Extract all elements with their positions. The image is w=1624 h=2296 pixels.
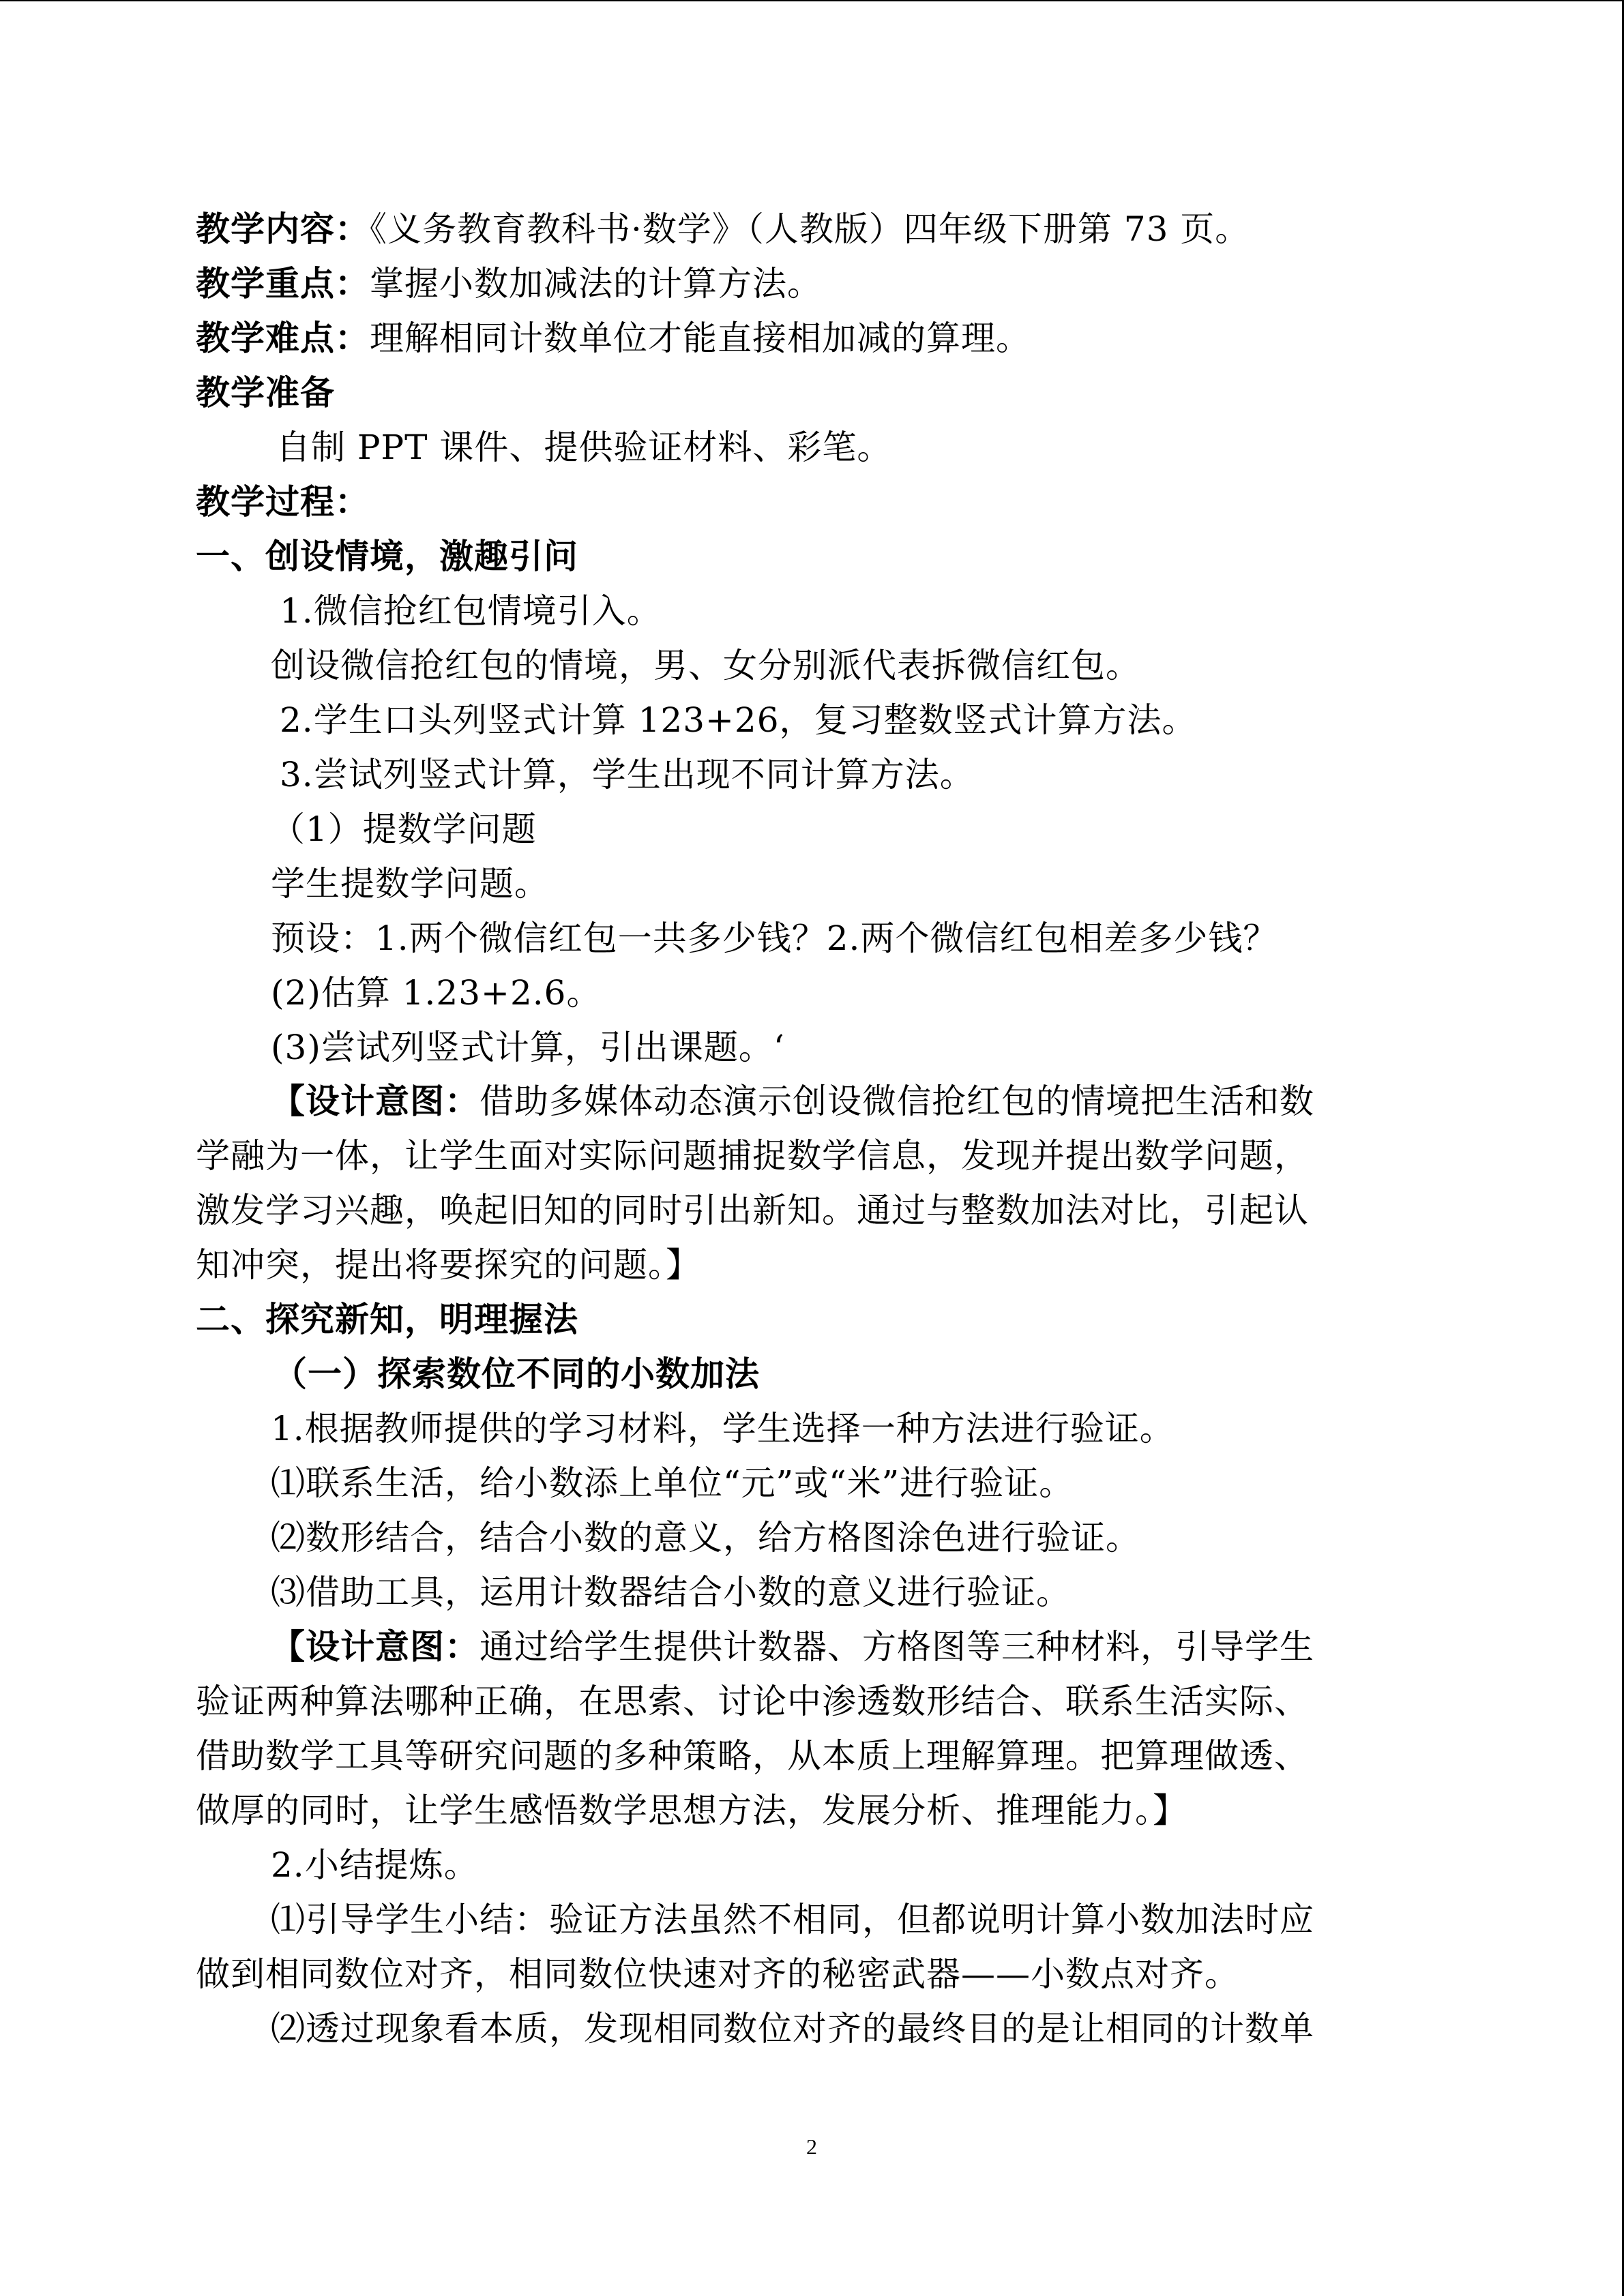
paragraph: 2.小结提炼。 — [271, 1845, 479, 1885]
paragraph: 验证两种算法哪种正确，在思索、讨论中渗透数形结合、联系生活实际、 — [196, 1682, 1309, 1721]
paragraph: ⑵透过现象看本质，发现相同数位对齐的最终目的是让相同的计数单 — [271, 2009, 1314, 2048]
heading-teaching-preparation: 教学准备 — [196, 372, 335, 413]
paragraph: ⑴引导学生小结：验证方法虽然不相同，但都说明计算小数加法时应 — [271, 1900, 1314, 1939]
label-teaching-difficulty: 教学难点： — [196, 318, 370, 358]
paragraph: (3)尝试列竖式计算，引出课题。‘ — [271, 1028, 785, 1067]
subsection-heading: （一）探索数位不同的小数加法 — [273, 1354, 760, 1394]
paragraph: ⑴联系生活，给小数添上单位“元”或“米”进行验证。 — [271, 1463, 1074, 1503]
paragraph: 3.尝试列竖式计算，学生出现不同计算方法。 — [280, 755, 975, 794]
paragraph: 预设：1.两个微信红包一共多少钱？2.两个微信红包相差多少钱？ — [271, 919, 1278, 958]
design-intent-text: 通过给学生提供计数器、方格图等三种材料，引导学生 — [479, 1627, 1314, 1667]
paragraph: 学生提数学问题。 — [271, 864, 549, 904]
paragraph: 1.微信抢红包情境引入。 — [280, 591, 662, 631]
section-heading-2: 二、探究新知，明理握法 — [196, 1299, 578, 1339]
paragraph: ⑶借助工具，运用计数器结合小数的意义进行验证。 — [271, 1572, 1071, 1612]
text-teaching-difficulty: 理解相同计数单位才能直接相加减的算理。 — [370, 318, 1031, 358]
paragraph: (2)估算 1.23+2.6。 — [271, 973, 602, 1013]
paragraph: 激发学习兴趣，唤起旧知的同时引出新知。通过与整数加法对比，引起认 — [196, 1191, 1309, 1230]
text-teaching-content: 《义务教育教科书·数学》（人教版）四年级下册第 73 页。 — [370, 209, 1250, 249]
paragraph: 知冲突，提出将要探究的问题。】 — [196, 1245, 700, 1285]
design-intent-2 — [271, 1626, 1314, 1667]
paragraph: 1.根据教师提供的学习材料，学生选择一种方法进行验证。 — [271, 1409, 1175, 1448]
section-heading-1: 一、创设情境，激趣引问 — [196, 536, 578, 576]
design-intent-1 — [271, 1081, 1314, 1122]
top-border — [0, 0, 1623, 1]
page-number: 2 — [806, 2134, 817, 2159]
line-teaching-difficulty — [196, 318, 1031, 359]
design-intent-text: 借助多媒体动态演示创设微信抢红包的情境把生活和数 — [479, 1082, 1314, 1121]
paragraph: 借助数学工具等研究问题的多种策略，从本质上理解算理。把算理做透、 — [196, 1736, 1309, 1776]
text-preparation-materials: 自制 PPT 课件、提供验证材料、彩笔。 — [276, 428, 892, 467]
text-teaching-focus: 掌握小数加减法的计算方法。 — [370, 264, 822, 303]
paragraph: 创设微信抢红包的情境，男、女分别派代表拆微信红包。 — [271, 646, 1140, 685]
paragraph: 2.学生口头列竖式计算 123+26，复习整数竖式计算方法。 — [280, 700, 1197, 740]
line-teaching-focus — [196, 263, 822, 304]
paragraph: （1）提数学问题 — [271, 809, 537, 849]
label-teaching-focus: 教学重点： — [196, 263, 370, 303]
line-teaching-content — [196, 209, 1250, 250]
paragraph: 做厚的同时，让学生感悟数学思想方法，发展分析、推理能力。】 — [196, 1791, 1187, 1830]
paragraph: 做到相同数位对齐，相同数位快速对齐的秘密武器——小数点对齐。 — [196, 1954, 1239, 1994]
paragraph: ⑵数形结合，结合小数的意义，给方格图涂色进行验证。 — [271, 1518, 1140, 1557]
paragraph: 学融为一体，让学生面对实际问题捕捉数学信息，发现并提出数学问题， — [196, 1136, 1309, 1176]
design-intent-label: 【设计意图： — [271, 1081, 479, 1121]
label-teaching-content: 教学内容： — [196, 209, 370, 249]
heading-teaching-process: 教学过程： — [196, 481, 370, 522]
design-intent-label: 【设计意图： — [271, 1626, 479, 1667]
